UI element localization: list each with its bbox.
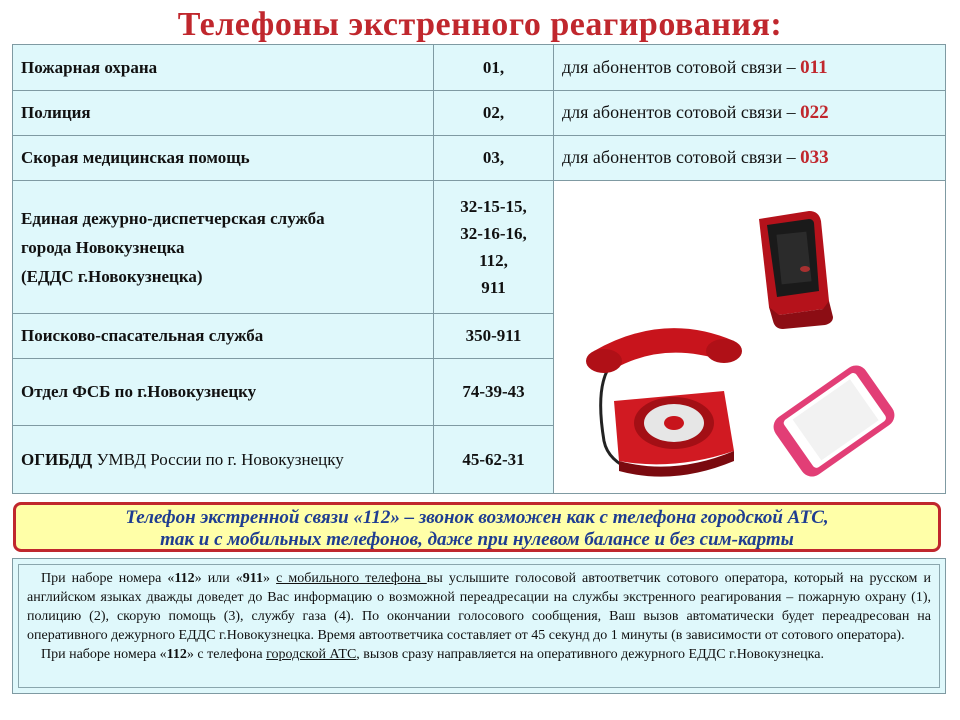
info-text-part: вы услышите голосовой автоответчик сотового оператора, который на русском и английском языках дважды доведет до Вас информацию о возможной переадресации на службы экстренного реагирования – пожарную охрану (1), полицию (2), скорую помощь (3), службу газа (4). По окончании голосового сообщения, Ваш вызов автоматически будет переадресован на оперативного дежурного ЕДДС г.Новокузнецка. Время автоответчика составляет от 45 секунд до 1 минуты (в зависимости от сотового оператора). xyxy=(27,571,931,643)
mobile-text: для абонентов сотовой связи – xyxy=(562,56,796,77)
info-underlined: городской АТС xyxy=(266,647,357,662)
edds-number: 32-16-16, xyxy=(460,224,527,243)
edds-line-1: Единая дежурно-диспетчерская служба xyxy=(21,208,325,228)
notice-line-1: Телефон экстренной связи «112» – звонок возможен как с телефона городской АТС, xyxy=(125,507,829,528)
table-row xyxy=(13,45,946,91)
service-name: Пожарная охрана xyxy=(13,45,434,91)
info-text-part: При наборе номера « xyxy=(41,571,175,586)
service-number: 01, xyxy=(434,45,554,91)
mobile-number-cell xyxy=(554,136,946,181)
mobile-number-cell xyxy=(554,91,946,136)
edds-numbers xyxy=(434,181,554,314)
page-title: Телефоны экстренного реагирования: xyxy=(177,6,783,43)
edds-number: 911 xyxy=(481,278,506,297)
table-row xyxy=(13,181,946,314)
info-box xyxy=(12,558,946,694)
info-number: 911 xyxy=(242,571,264,586)
service-number: 74-39-43 xyxy=(434,359,554,426)
edds-number: 32-15-15, xyxy=(460,197,527,216)
phones-illustration-svg xyxy=(554,181,942,493)
mobile-number-cell xyxy=(554,45,946,91)
info-number: 112 xyxy=(174,571,195,586)
info-text-part: , вызов сразу направляется на оперативного дежурного ЕДДС г.Новокузнецка. xyxy=(356,647,824,662)
notice-line-2: так и с мобильных телефонов, даже при нулевом балансе и без сим-карты xyxy=(160,529,794,550)
edds-service xyxy=(13,181,434,314)
edds-number: 112, xyxy=(479,251,508,270)
info-underlined: с мобильного телефона xyxy=(276,571,427,586)
service-number: 03, xyxy=(434,136,554,181)
service-number: 350-911 xyxy=(434,314,554,359)
service-name: Поисково-спасательная служба xyxy=(13,314,434,359)
service-number: 02, xyxy=(434,91,554,136)
mobile-number: 022 xyxy=(800,102,829,123)
notice-112 xyxy=(13,502,941,552)
edds-line-2: города Новокузнецка xyxy=(21,237,185,257)
table-row xyxy=(13,91,946,136)
gibdd-rest: УМВД России по г. Новокузнецку xyxy=(92,449,344,469)
emergency-phones-table xyxy=(12,44,946,494)
info-text-part: » или « xyxy=(194,571,243,586)
edds-line-3: (ЕДДС г.Новокузнецка) xyxy=(21,266,203,286)
rotary-phone-icon xyxy=(586,328,742,476)
mobile-number: 033 xyxy=(800,147,829,168)
service-name: Полиция xyxy=(13,91,434,136)
info-paragraph-2 xyxy=(27,645,931,664)
info-text-part: » с телефона xyxy=(186,647,267,662)
gibdd-bold: ОГИБДД xyxy=(21,449,93,469)
info-text-part: » xyxy=(263,571,277,586)
mobile-text: для абонентов сотовой связи – xyxy=(562,102,796,122)
table-row xyxy=(13,136,946,181)
info-paragraph-1 xyxy=(27,569,931,645)
info-text-part: При наборе номера « xyxy=(41,647,167,662)
info-text xyxy=(18,564,940,688)
service-number: 45-62-31 xyxy=(434,426,554,494)
flip-phone-icon xyxy=(759,211,833,329)
mobile-number: 011 xyxy=(800,56,828,78)
service-name: Скорая медицинская помощь xyxy=(13,136,434,181)
phones-illustration xyxy=(554,181,946,494)
mobile-text: для абонентов сотовой связи – xyxy=(562,147,796,167)
smartphone-icon xyxy=(769,361,899,481)
info-number: 112 xyxy=(166,647,187,662)
gibdd-service xyxy=(13,426,434,494)
service-name: Отдел ФСБ по г.Новокузнецку xyxy=(13,359,434,426)
